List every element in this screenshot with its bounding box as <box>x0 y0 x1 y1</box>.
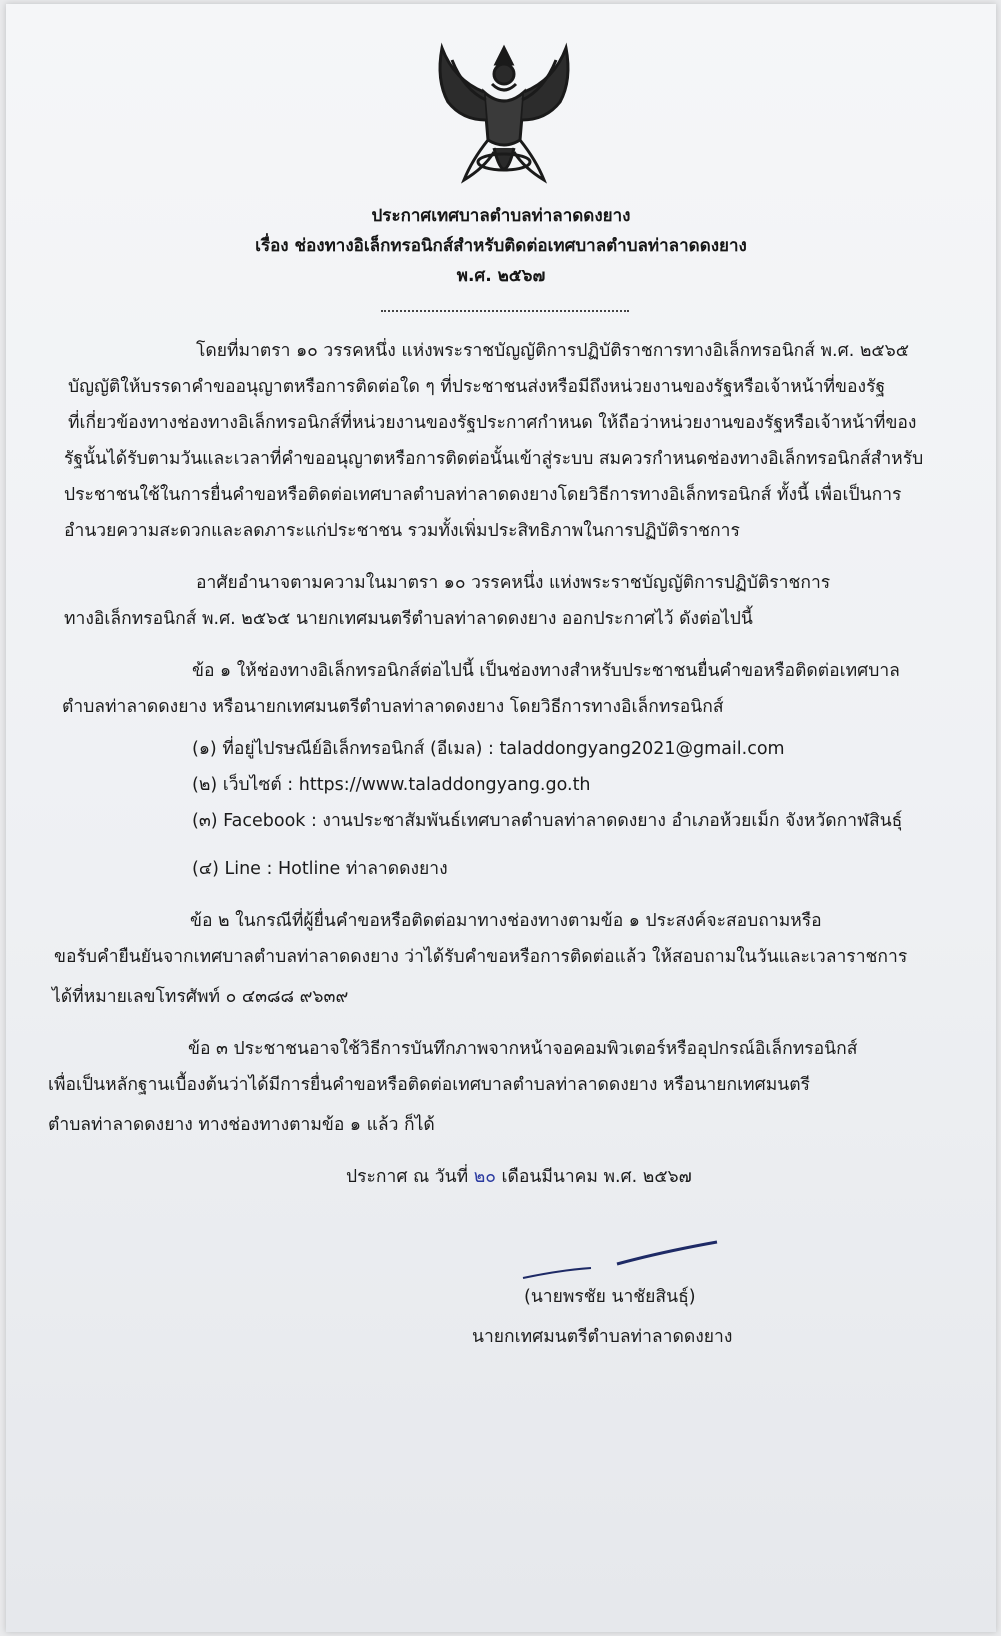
text-line: บัญญัติให้บรรดาคำขออนุญาตหรือการติดต่อใด ๆ ที่ประชาชนส่งหรือมีถึงหน่วยงานของรัฐหรือเจ้าหน้าที่ของรัฐ <box>68 377 886 397</box>
title-agency: ประกาศเทศบาลตำบลท่าลาดดงยาง <box>371 206 631 226</box>
text-line: ทางอิเล็กทรอนิกส์ พ.ศ. ๒๕๖๕ นายกเทศมนตรีตำบลท่าลาดดงยาง ออกประกาศไว้ ดังต่อไปนี้ <box>64 609 753 629</box>
text-line: อาศัยอำนาจตามความในมาตรา ๑๐ วรรคหนึ่ง แห่งพระราชบัญญัติการปฏิบัติราชการ <box>196 573 831 593</box>
announce-date <box>346 1166 692 1188</box>
announce-day: ๒๐ <box>473 1167 496 1187</box>
title-year: พ.ศ. ๒๕๖๗ <box>456 266 546 286</box>
text-line: ที่เกี่ยวข้องทางช่องทางอิเล็กทรอนิกส์ที่หน่วยงานของรัฐประกาศกำหนด ให้ถือว่าหน่วยงานของรัฐหรือเจ้าหน้าที่ของ <box>68 413 917 433</box>
announce-prefix: ประกาศ ณ วันที่ <box>346 1167 469 1187</box>
text-line: ตำบลท่าลาดดงยาง ทางช่องทางตามข้อ ๑ แล้ว ก็ได้ <box>48 1115 435 1135</box>
signature-mark <box>521 1234 721 1284</box>
channel-email: (๑) ที่อยู่ไปรษณีย์อิเล็กทรอนิกส์ (อีเมล) : taladdongyang2021@gmail.com <box>192 739 785 759</box>
signer-position: นายกเทศมนตรีตำบลท่าลาดดงยาง <box>472 1327 733 1347</box>
text-line: โดยที่มาตรา ๑๐ วรรคหนึ่ง แห่งพระราชบัญญัติการปฏิบัติราชการทางอิเล็กทรอนิกส์ พ.ศ. ๒๕๖๕ <box>196 341 909 361</box>
text-line: รัฐนั้นได้รับตามวันและเวลาที่คำขออนุญาตหรือการติดต่อนั้นเข้าสู่ระบบ สมควรกำหนดช่องทางอิเล็กทรอนิกส์สำหรับ <box>64 449 924 469</box>
text-line: ตำบลท่าลาดดงยาง หรือนายกเทศมนตรีตำบลท่าลาดดงยาง โดยวิธีการทางอิเล็กทรอนิกส์ <box>62 697 724 717</box>
text-line: ข้อ ๒ ในกรณีที่ผู้ยื่นคำขอหรือติดต่อมาทางช่องทางตามข้อ ๑ ประสงค์จะสอบถามหรือ <box>190 911 822 931</box>
document-page <box>6 4 996 1632</box>
text-line: ข้อ ๓ ประชาชนอาจใช้วิธีการบันทึกภาพจากหน้าจอคอมพิวเตอร์หรืออุปกรณ์อิเล็กทรอนิกส์ <box>188 1039 858 1059</box>
divider <box>381 310 629 312</box>
text-line: ข้อ ๑ ให้ช่องทางอิเล็กทรอนิกส์ต่อไปนี้ เป็นช่องทางสำหรับประชาชนยื่นคำขอหรือติดต่อเทศบาล <box>192 661 900 681</box>
text-line: อำนวยความสะดวกและลดภาระแก่ประชาชน รวมทั้งเพิ่มประสิทธิภาพในการปฏิบัติราชการ <box>64 521 740 541</box>
channel-line: (๔) Line : Hotline ท่าลาดดงยาง <box>192 859 448 879</box>
text-line: เพื่อเป็นหลักฐานเบื้องต้นว่าได้มีการยื่นคำขอหรือติดต่อเทศบาลตำบลท่าลาดดงยาง หรือนายกเทศมนตรี <box>48 1075 810 1095</box>
announce-suffix: เดือนมีนาคม พ.ศ. ๒๕๖๗ <box>501 1167 692 1187</box>
text-line: ประชาชนใช้ในการยื่นคำขอหรือติดต่อเทศบาลตำบลท่าลาดดงยางโดยวิธีการทางอิเล็กทรอนิกส์ ทั้งนี้ เพื่อเป็นการ <box>64 485 902 505</box>
channel-website: (๒) เว็บไซต์ : https://www.taladdongyang.go.th <box>192 775 591 795</box>
channel-facebook: (๓) Facebook : งานประชาสัมพันธ์เทศบาลตำบลท่าลาดดงยาง อำเภอห้วยเม็ก จังหวัดกาฬสินธุ์ <box>192 811 903 831</box>
text-line: ขอรับคำยืนยันจากเทศบาลตำบลท่าลาดดงยาง ว่าได้รับคำขอหรือการติดต่อแล้ว ให้สอบถามในวันและเวลาราชการ <box>54 947 908 967</box>
title-subject: เรื่อง ช่องทางอิเล็กทรอนิกส์สำหรับติดต่อเทศบาลตำบลท่าลาดดงยาง <box>255 236 747 256</box>
signer-name: (นายพรชัย นาชัยสินธุ์) <box>524 1287 696 1307</box>
garuda-emblem-icon <box>424 40 584 200</box>
text-line: ได้ที่หมายเลขโทรศัพท์ ๐ ๔๓๘๘ ๙๖๓๙ <box>52 987 349 1007</box>
